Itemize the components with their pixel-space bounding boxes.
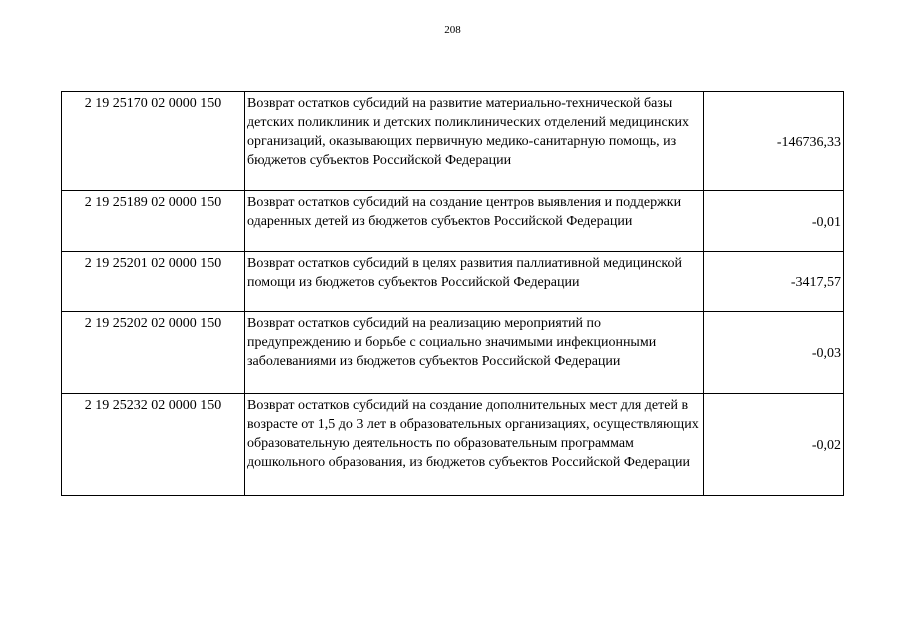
table-row (62, 92, 844, 191)
row-code: 2 19 25189 02 0000 150 (62, 191, 245, 252)
row-amount: -0,03 (704, 312, 844, 394)
table-row (62, 394, 844, 496)
row-name: Возврат остатков субсидий в целях развития паллиативной медицинской помощи из бюджетов субъектов Российской Федерации (245, 252, 704, 312)
row-amount: -146736,33 (704, 92, 844, 191)
table-row (62, 252, 844, 312)
row-name: Возврат остатков субсидий на реализацию мероприятий по предупреждению и борьбе с социально значимыми инфекционными заболеваниями из бюджетов субъектов Российской Федерации (245, 312, 704, 394)
page-number: 208 (444, 24, 461, 36)
row-code: 2 19 25232 02 0000 150 (62, 394, 245, 496)
row-code: 2 19 25201 02 0000 150 (62, 252, 245, 312)
budget-table (61, 91, 844, 496)
row-code: 2 19 25170 02 0000 150 (62, 92, 245, 191)
table-row (62, 312, 844, 394)
row-amount: -0,02 (704, 394, 844, 496)
table-row (62, 191, 844, 252)
row-name: Возврат остатков субсидий на создание дополнительных мест для детей в возрасте от 1,5 до 3 лет в образовательных организациях, осуществляющих образовательную деятельность по образовательным программам дошкольного образования, из бюджетов субъектов Российской Федерации (245, 394, 704, 496)
row-amount: -0,01 (704, 191, 844, 252)
row-amount: -3417,57 (704, 252, 844, 312)
row-code: 2 19 25202 02 0000 150 (62, 312, 245, 394)
row-name: Возврат остатков субсидий на развитие материально-технической базы детских поликлиник и детских поликлинических отделений медицинских организаций, оказывающих первичную медико-санитарную помощь, из бюджетов субъектов Российской Федерации (245, 92, 704, 191)
row-name: Возврат остатков субсидий на создание центров выявления и поддержки одаренных детей из бюджетов субъектов Российской Федерации (245, 191, 704, 252)
